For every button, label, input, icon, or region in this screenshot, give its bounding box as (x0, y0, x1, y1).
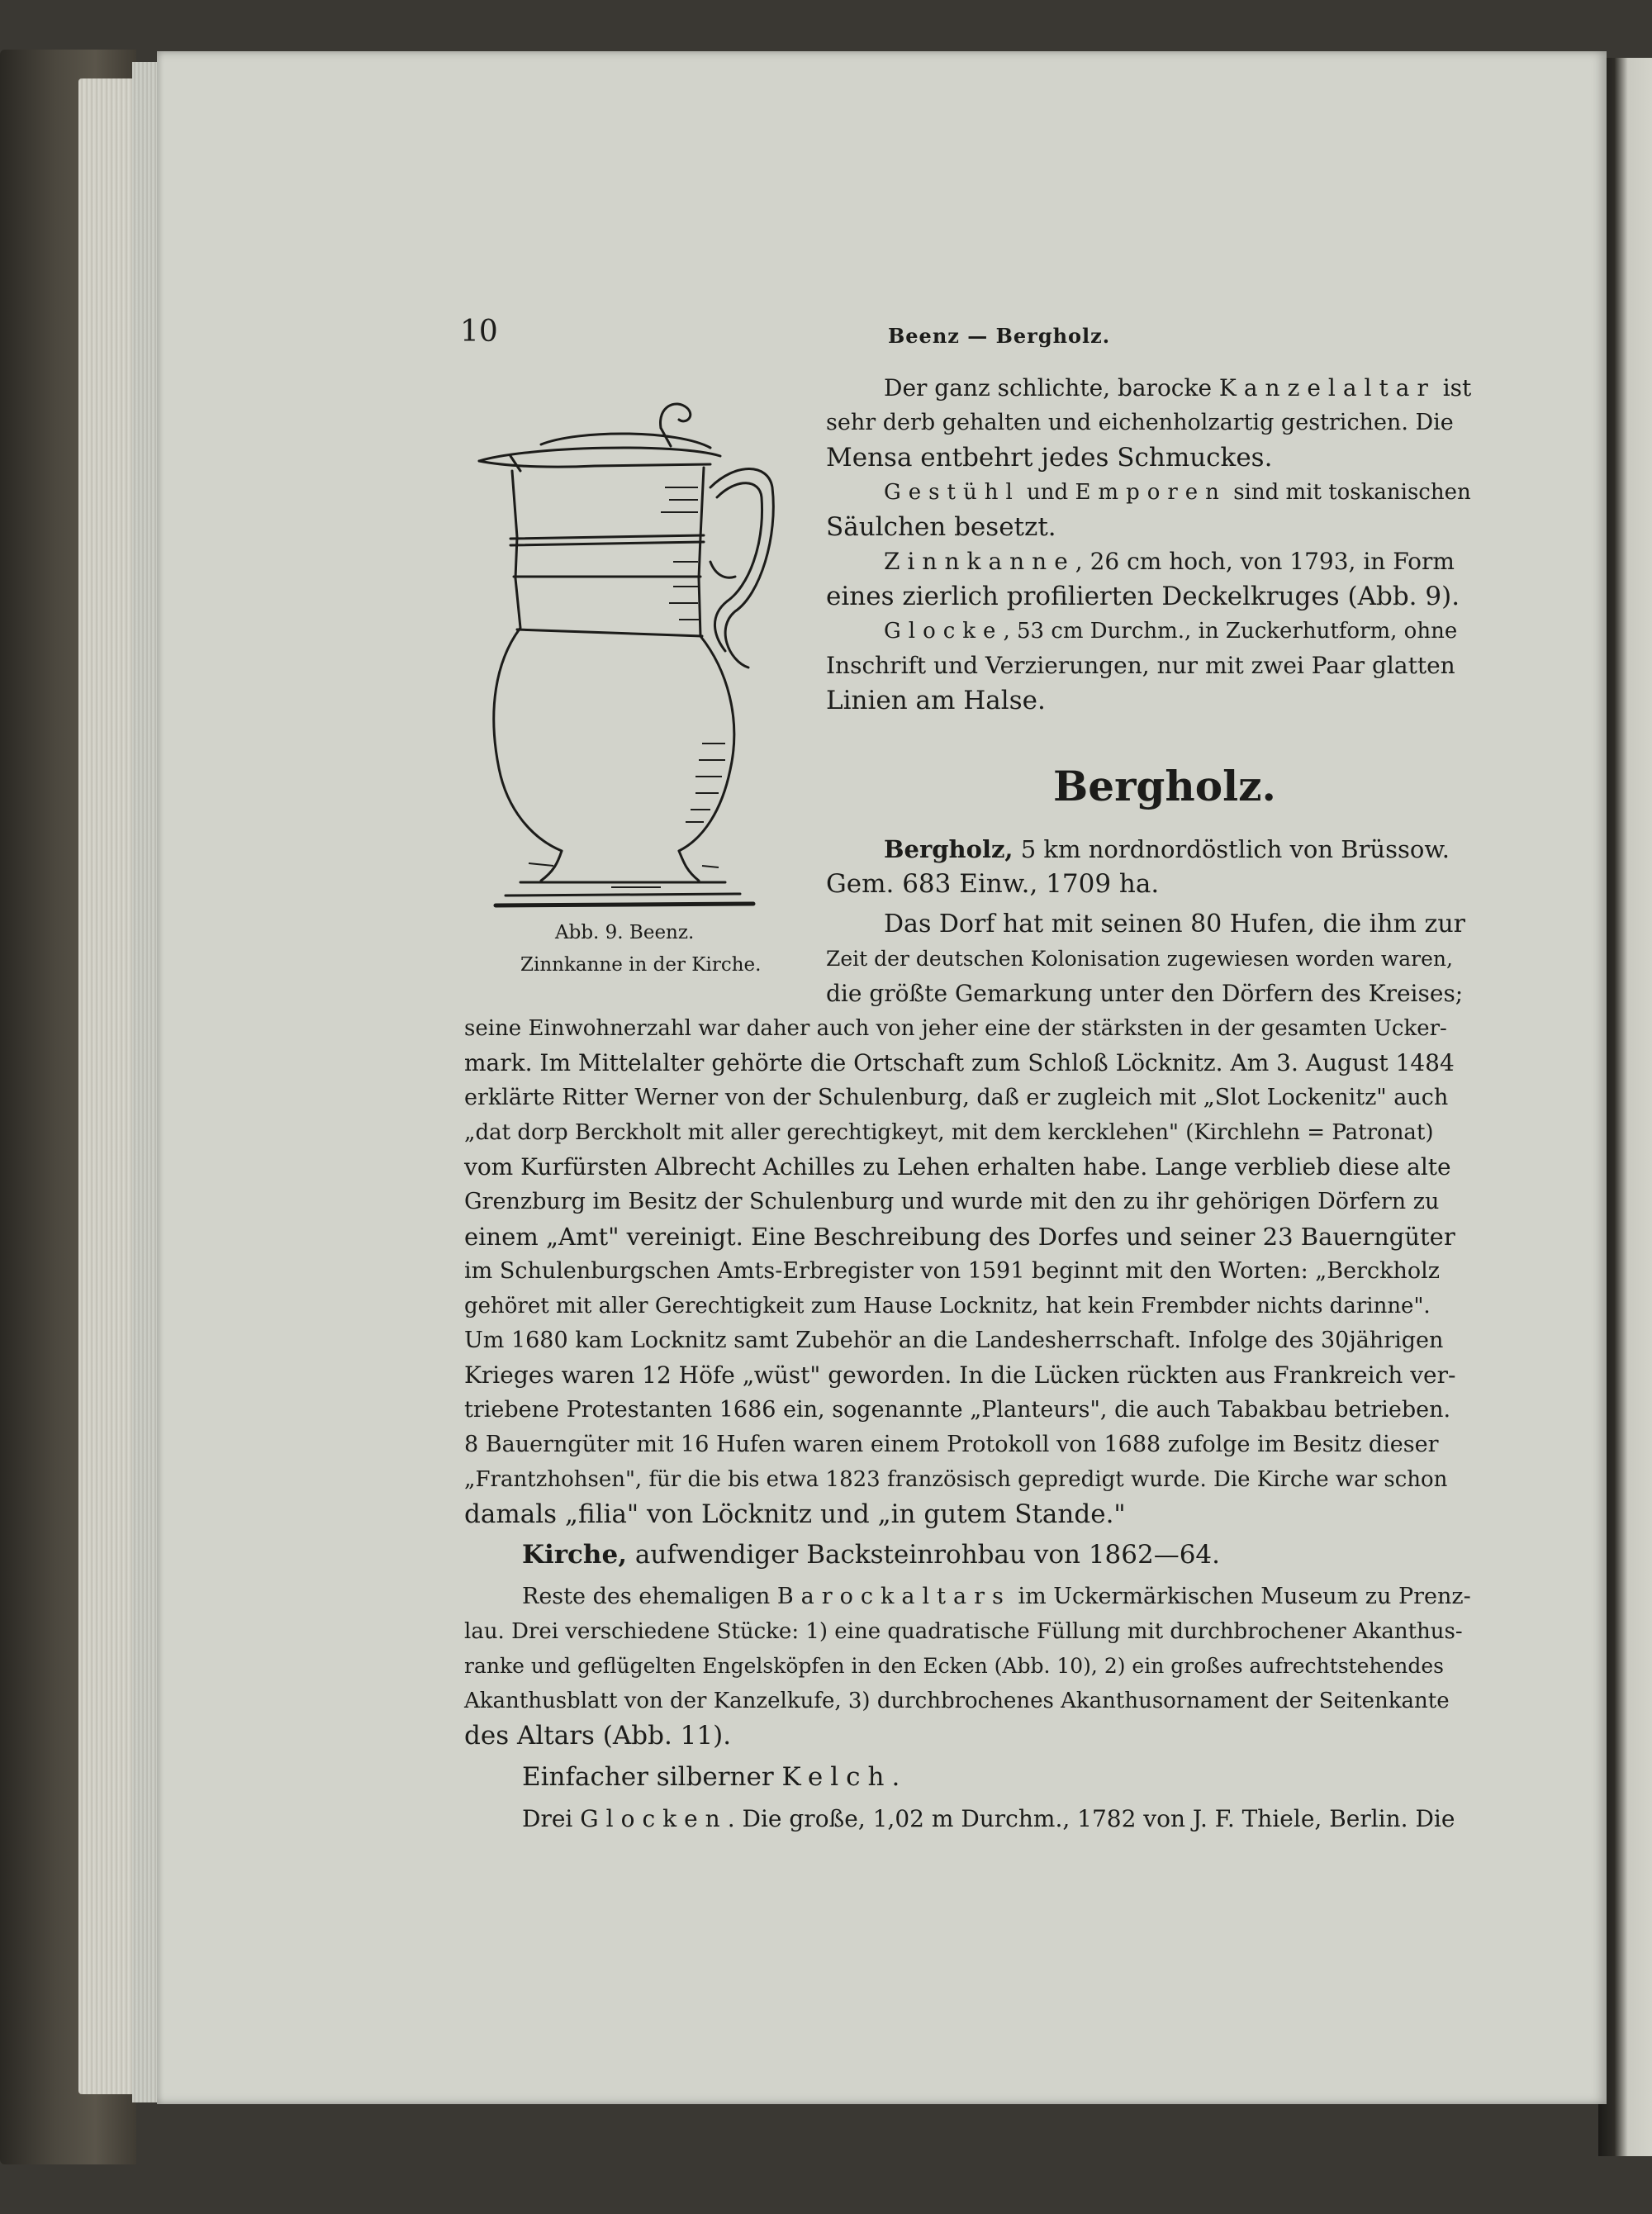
text-line: vom Kurfürsten Albrecht Achilles zu Lehen erhalten habe. Lange verblieb diese alte (464, 1153, 1451, 1181)
text-run: und (1019, 480, 1075, 505)
text-line: Säulchen besetzt. (826, 512, 1056, 542)
text-line: die größte Gemarkung unter den Dörfern des Kreises; (826, 980, 1464, 1007)
text-line: sehr derb gehalten und eichenholzartig gestrichen. Die (826, 410, 1454, 435)
text-line: mark. Im Mittelalter gehörte die Ortschaft zum Schloß Löcknitz. Am 3. August 1484 (464, 1049, 1455, 1076)
text-run: ist (1435, 374, 1472, 401)
text-run: 5 km nordnordöstlich von Brüssow. (1013, 835, 1450, 863)
text-line: lau. Drei verschiedene Stücke: 1) eine quadratische Füllung mit durchbrochener Akanthus- (464, 1619, 1463, 1644)
text-run: aufwendiger Backsteinrohbau von 1862—64. (626, 1540, 1221, 1570)
text-line (884, 474, 1471, 511)
text-line: erklärte Ritter Werner von der Schulenburg, daß er zugleich mit „Slot Lockenitz" auch (464, 1085, 1449, 1110)
text-line: eines zierlich profilierten Deckelkruges (Abb. 9). (826, 582, 1460, 611)
text-run: Der ganz schlichte, barocke (884, 374, 1219, 401)
text-line: Mensa entbehrt jedes Schmuckes. (826, 443, 1273, 473)
text-line: einem „Amt" vereinigt. Eine Beschreibung des Dorfes und seiner 23 Bauerngüter (464, 1223, 1455, 1251)
text-run: Drei (522, 1805, 581, 1832)
spaced-term: Glocken (580, 1805, 728, 1832)
text-run: . (891, 1762, 900, 1792)
text-run: sind mit toskanischen (1226, 480, 1471, 505)
pewter-jug-illustration (463, 388, 793, 909)
spaced-term: Glocke (884, 619, 1004, 644)
text-line: triebene Protestanten 1686 ein, sogenannte „Planteurs", die auch Tabakbau betrieben. (464, 1397, 1451, 1423)
text-line (522, 1537, 1220, 1573)
text-line: „dat dorp Berckholt mit aller gerechtigkeyt, mit dem kercklehen" (Kirchlehn = Patronat) (464, 1120, 1434, 1145)
text-line: Um 1680 kam Locknitz samt Zubehör an die Landesherrschaft. Infolge des 30jährigen (464, 1328, 1444, 1353)
text-line: gehöret mit aller Gerechtigkeit zum Hause Locknitz, hat kein Frembder nichts darinne". (464, 1294, 1431, 1318)
figure-caption-title: Abb. 9. Beenz. (555, 922, 695, 943)
text-line: seine Einwohnerzahl war daher auch von jeher eine der stärksten in der gesamten Ucker- (464, 1016, 1447, 1041)
text-run: . Die große, 1,02 m Durchm., 1782 von J. F. Thiele, Berlin. Die (727, 1805, 1455, 1832)
spaced-term: Gestühl (884, 480, 1020, 505)
spaced-term: Kelch (781, 1762, 892, 1792)
text-line: Gem. 683 Einw., 1709 ha. (826, 869, 1160, 899)
text-line: Inschrift und Verzierungen, nur mit zwei Paar glatten (826, 652, 1455, 679)
text-line: Linien am Halse. (826, 686, 1046, 715)
text-line (884, 370, 1471, 406)
text-line: „Frantzhohsen", für die bis etwa 1823 französisch gepredigt wurde. Die Kirche war schon (464, 1467, 1448, 1492)
page-number: 10 (460, 315, 498, 349)
text-line (884, 831, 1450, 867)
text-line: im Schulenburgschen Amts-Erbregister von 1591 beginnt mit den Worten: „Berckholz (464, 1258, 1440, 1284)
text-run: Reste des ehemaligen (522, 1584, 777, 1609)
text-line: Krieges waren 12 Höfe „wüst" geworden. In die Lücken rückten aus Frankreich ver- (464, 1361, 1456, 1389)
text-run: , 53 cm Durchm., in Zuckerhutform, ohne (1003, 619, 1458, 644)
text-line (522, 1759, 900, 1795)
text-line: Zeit der deutschen Kolonisation zugewiesen worden waren, (826, 947, 1453, 971)
text-run: Einfacher silberner (522, 1762, 782, 1792)
spaced-term: Emporen (1075, 480, 1227, 505)
text-line: Das Dorf hat mit seinen 80 Hufen, die ihm zur (884, 910, 1465, 938)
spaced-term: Barockaltars (776, 1584, 1011, 1609)
text-run: , 26 cm hoch, von 1793, in Form (1075, 548, 1455, 575)
text-line: Akanthusblatt von der Kanzelkufe, 3) durchbrochenes Akanthusornament der Seitenkante (464, 1689, 1450, 1713)
text-line (522, 1801, 1455, 1837)
text-line (522, 1579, 1471, 1615)
section-heading: Bergholz. (1053, 762, 1276, 810)
spaced-term: Kanzelaltar (1218, 374, 1436, 401)
text-line (884, 544, 1455, 580)
text-line: des Altars (Abb. 11). (464, 1721, 732, 1751)
text-line: 8 Bauerngüter mit 16 Hufen waren einem Protokoll von 1688 zufolge im Besitz dieser (464, 1432, 1439, 1457)
text-line: damals „filia" von Löcknitz und „in gutem Stande." (464, 1499, 1126, 1529)
text-line: ranke und geflügelten Engelsköpfen in den Ecken (Abb. 10), 2) ein großes aufrechtstehendes (464, 1654, 1444, 1678)
running-head: Beenz — Bergholz. (888, 324, 1111, 348)
bold-term: Bergholz, (884, 835, 1014, 863)
figure-caption-text: Zinnkanne in der Kirche. (520, 954, 762, 976)
bold-term: Kirche, (522, 1540, 627, 1570)
text-line: Grenzburg im Besitz der Schulenburg und wurde mit den zu ihr gehörigen Dörfern zu (464, 1189, 1440, 1214)
text-line (884, 613, 1457, 649)
spaced-term: Zinnkanne (884, 548, 1075, 575)
text-run: im Uckermärkischen Museum zu Prenz- (1010, 1584, 1471, 1609)
